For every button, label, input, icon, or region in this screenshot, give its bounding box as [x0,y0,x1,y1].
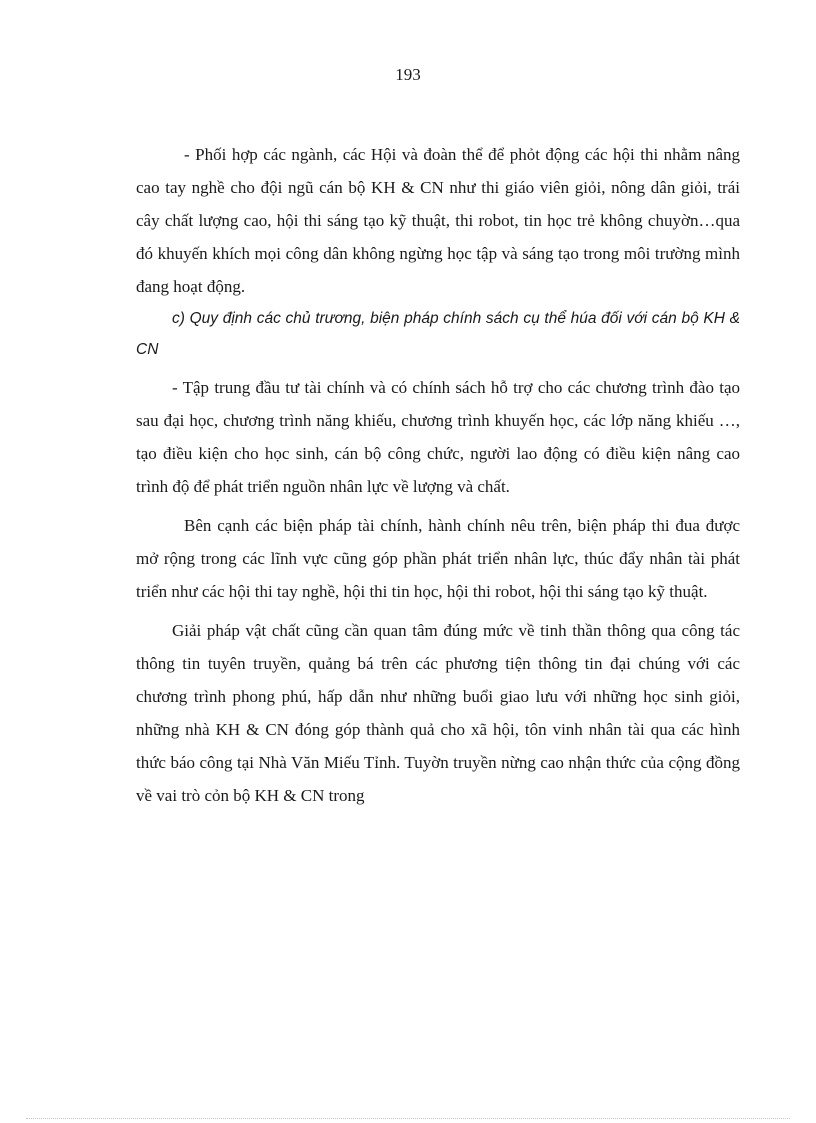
paragraph-emulation: Bên cạnh các biện pháp tài chính, hành chính nêu trên, biện pháp thi đua được mở rộng trong các lĩnh vực cũng góp phần phát triển nhân lực, thúc đẩy nhân tài phát triển như các hội thi tay nghề, hội thi tin học, hội thi robot, hội thi sáng tạo kỹ thuật. [136,516,740,601]
section-heading-policies: c) Quy định các chủ trương, biện pháp chính sách cụ thể húa đối với cán bộ KH & CN [136,310,740,358]
footer-divider [26,1118,790,1119]
document-body [136,138,740,812]
paragraph-communication: Giải pháp vật chất cũng cần quan tâm đúng mức về tinh thần thông qua công tác thông tin tuyên truyền, quảng bá trên các phương tiện thông tin đại chúng với các chương trình phong phú, hấp dẫn như những buổi giao lưu với những học sinh giỏi, những nhà KH & CN đóng góp thành quả cho xã hội, tôn vinh nhân tài qua các hình thức báo công tại Nhà Văn Miếu Tỉnh. Tuyờn truyền nừng cao nhận thức của cộng đồng về vai trò cỏn bộ KH & CN trong [136,621,740,805]
page-number: 193 [395,65,421,84]
paragraph-contests: - Phối hợp các ngành, các Hội và đoàn thể để phỏt động các hội thi nhằm nâng cao tay nghề cho đội ngũ cán bộ KH & CN như thi giáo viên giỏi, nông dân giỏi, trái cây chất lượng cao, hội thi sáng tạo kỹ thuật, thi robot, tin học trẻ không chuyờn…qua đó khuyến khích mọi công dân không ngừng học tập và sáng tạo trong môi trường mình đang hoạt động. [136,145,740,296]
paragraph-finance: - Tập trung đầu tư tài chính và có chính sách hỗ trợ cho các chương trình đào tạo sau đại học, chương trình năng khiếu, chương trình khuyến học, các lớp năng khiếu …, tạo điều kiện cho học sinh, cán bộ công chức, người lao động có điều kiện nâng cao trình độ để phát triển nguồn nhân lực về lượng và chất. [136,378,740,496]
